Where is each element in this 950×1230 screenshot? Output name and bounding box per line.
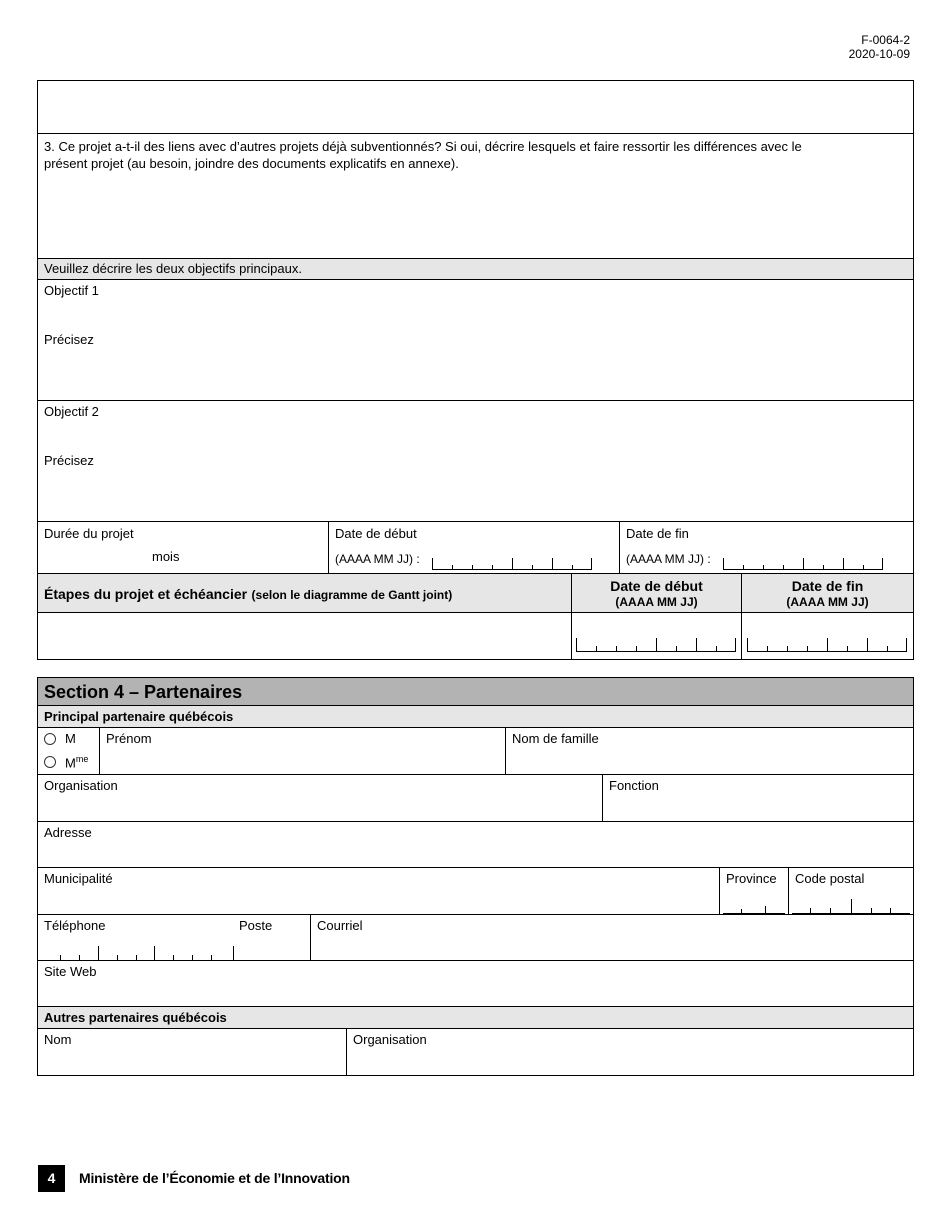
province-field[interactable] xyxy=(723,902,785,914)
other-partner-organisation-field[interactable] xyxy=(348,1049,912,1073)
postal-code-label: Code postal xyxy=(795,871,865,886)
steps-end-date-field[interactable] xyxy=(747,638,907,652)
last-name-field[interactable] xyxy=(507,748,912,772)
question-3-answer-field[interactable] xyxy=(39,175,912,257)
other-partner-organisation-label: Organisation xyxy=(353,1032,427,1047)
email-label: Courriel xyxy=(317,918,363,933)
previous-answer-field[interactable] xyxy=(39,82,912,132)
objective-1-field[interactable] xyxy=(39,300,912,399)
steps-start-header: Date de début (AAAA MM JJ) xyxy=(610,578,703,609)
objective-1-label: Objectif 1 xyxy=(44,283,99,298)
other-partner-name-field[interactable] xyxy=(39,1049,344,1073)
end-date-format: (AAAA MM JJ) : xyxy=(626,552,711,566)
radio-m-label: M xyxy=(65,731,76,746)
function-label: Fonction xyxy=(609,778,659,793)
duration-field[interactable] xyxy=(44,545,148,565)
question-3: 3. Ce projet a-t-il des liens avec d’autres projets déjà subventionnés? Si oui, décrire lesquels et faire ressortir les différences avec le présent projet (au besoin, joindre des documents explicatifs en annexe). xyxy=(44,139,802,171)
last-name-label: Nom de famille xyxy=(512,731,599,746)
steps-end-header: Date de fin (AAAA MM JJ) xyxy=(786,578,869,609)
postal-code-field[interactable] xyxy=(792,899,910,914)
end-date-label: Date de fin xyxy=(626,526,689,541)
form-code-block xyxy=(849,33,910,61)
municipality-field[interactable] xyxy=(39,888,717,912)
start-date-label: Date de début xyxy=(335,526,417,541)
radio-m[interactable] xyxy=(44,733,56,745)
address-field[interactable] xyxy=(39,842,912,866)
end-date-field[interactable] xyxy=(723,558,883,570)
address-label: Adresse xyxy=(44,825,92,840)
radio-mme-label: $M^{me}$ xyxy=(65,754,89,771)
steps-start-date-field[interactable] xyxy=(576,638,736,652)
phone-label: Téléphone xyxy=(44,918,106,933)
other-partner-name-label: Nom xyxy=(44,1032,72,1047)
organisation-field[interactable] xyxy=(39,795,600,819)
municipality-label: Municipalité xyxy=(44,871,113,886)
objective-2-label: Objectif 2 xyxy=(44,404,99,419)
first-name-label: Prénom xyxy=(106,731,152,746)
organisation-label: Organisation xyxy=(44,778,118,793)
section-4-title: Section 4 – Partenaires xyxy=(44,682,243,702)
steps-description-field[interactable] xyxy=(39,614,570,658)
extension-label: Poste xyxy=(239,918,273,933)
steps-header: Étapes du projet et échéancier (selon le diagramme de Gantt joint) xyxy=(44,586,453,602)
start-date-field[interactable] xyxy=(432,558,592,570)
objective-2-precisez-label: Précisez xyxy=(44,453,94,468)
website-label: Site Web xyxy=(44,964,97,979)
start-date-format: (AAAA MM JJ) : xyxy=(335,552,420,566)
page-number: 4 xyxy=(38,1165,65,1192)
function-field[interactable] xyxy=(604,795,912,819)
email-field[interactable] xyxy=(312,935,912,959)
objective-2-field[interactable] xyxy=(39,421,912,520)
form-date: 2020-10-09 xyxy=(848,47,910,61)
duration-label: Durée du projet xyxy=(44,526,134,541)
radio-mme[interactable] xyxy=(44,756,56,768)
objective-1-precisez-label: Précisez xyxy=(44,332,94,347)
first-name-field[interactable] xyxy=(101,748,503,772)
duration-months-label: mois xyxy=(152,549,180,564)
objectives-header: Veuillez décrire les deux objectifs principaux. xyxy=(44,261,302,276)
ministry-name: Ministère de l’Économie et de l’Innovation xyxy=(79,1170,350,1186)
principal-partner-header: Principal partenaire québécois xyxy=(44,709,234,724)
province-label: Province xyxy=(726,871,777,886)
extension-field[interactable] xyxy=(237,935,307,959)
phone-field[interactable] xyxy=(42,946,234,960)
website-field[interactable] xyxy=(39,981,912,1005)
other-partners-header: Autres partenaires québécois xyxy=(44,1010,227,1025)
form-code: F-0064-2 xyxy=(861,33,910,47)
